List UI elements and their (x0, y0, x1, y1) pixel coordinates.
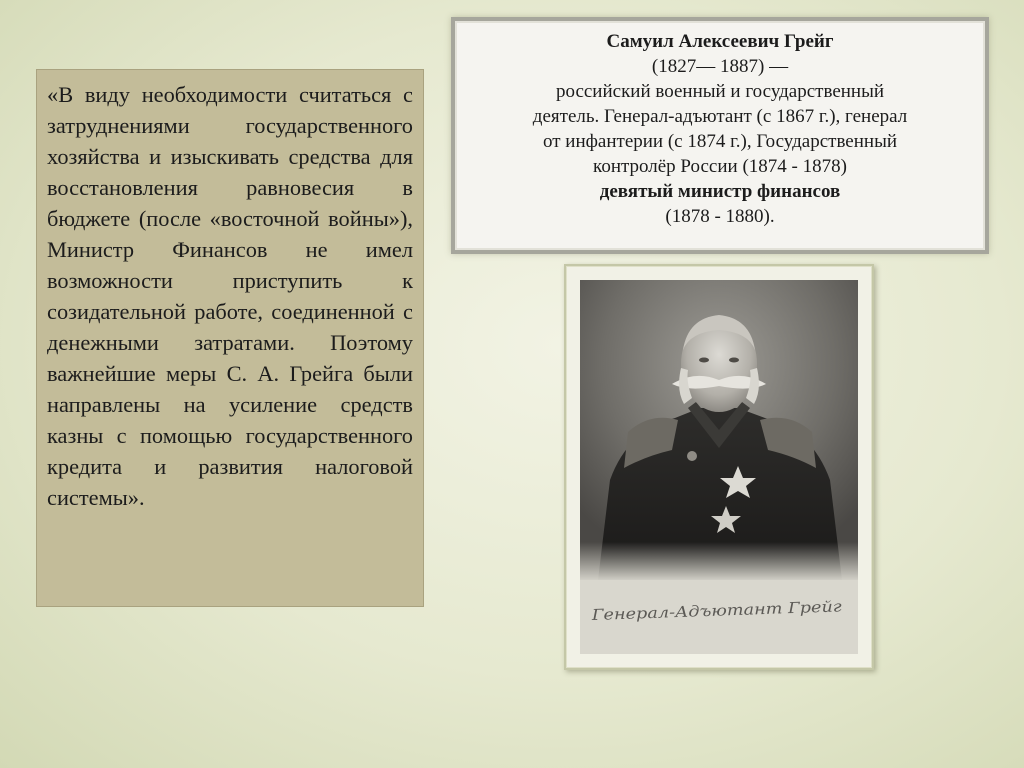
life-years: (1827— 1887) — (651, 56, 789, 77)
eye-left (699, 358, 709, 363)
eye-right (729, 358, 739, 363)
portrait-frame (564, 264, 874, 670)
medal-small (687, 451, 697, 461)
bio-line-2: деятель. Генерал-адъютант (с 1867 г.), генерал (532, 106, 908, 127)
bio-line-1: российский военный и государственный (555, 81, 885, 102)
bio-line-4: контролёр России (1874 - 1878) (593, 156, 847, 177)
minister-role: девятый министр финансов (599, 181, 841, 202)
portrait-photo (580, 280, 858, 654)
bio-line-3: от инфантерии (с 1874 г.), Государственный (542, 131, 898, 152)
photo-fade (580, 542, 858, 582)
biography-box (451, 17, 989, 254)
quote-text: «В виду необходимости считаться с затруднениями государственного хозяйства и изыскивать средства для восстановления равновесия в бюджете (после «восточной войны»), Министр Финансов не имел возможности приступить к созидательной работе, соединенной с денежными затратами. Поэтому важнейшие меры С. А. Грейга были направлены на усиление средств казны с помощью государственного кредита и развития налоговой системы». (47, 82, 413, 510)
portrait-mat (580, 280, 858, 654)
person-name: Самуил Алексеевич Грейг (606, 31, 834, 52)
quote-box (36, 69, 424, 607)
minister-years: (1878 - 1880). (665, 206, 775, 227)
signature-text: Генерал-Адъютант Грейг (591, 598, 805, 624)
